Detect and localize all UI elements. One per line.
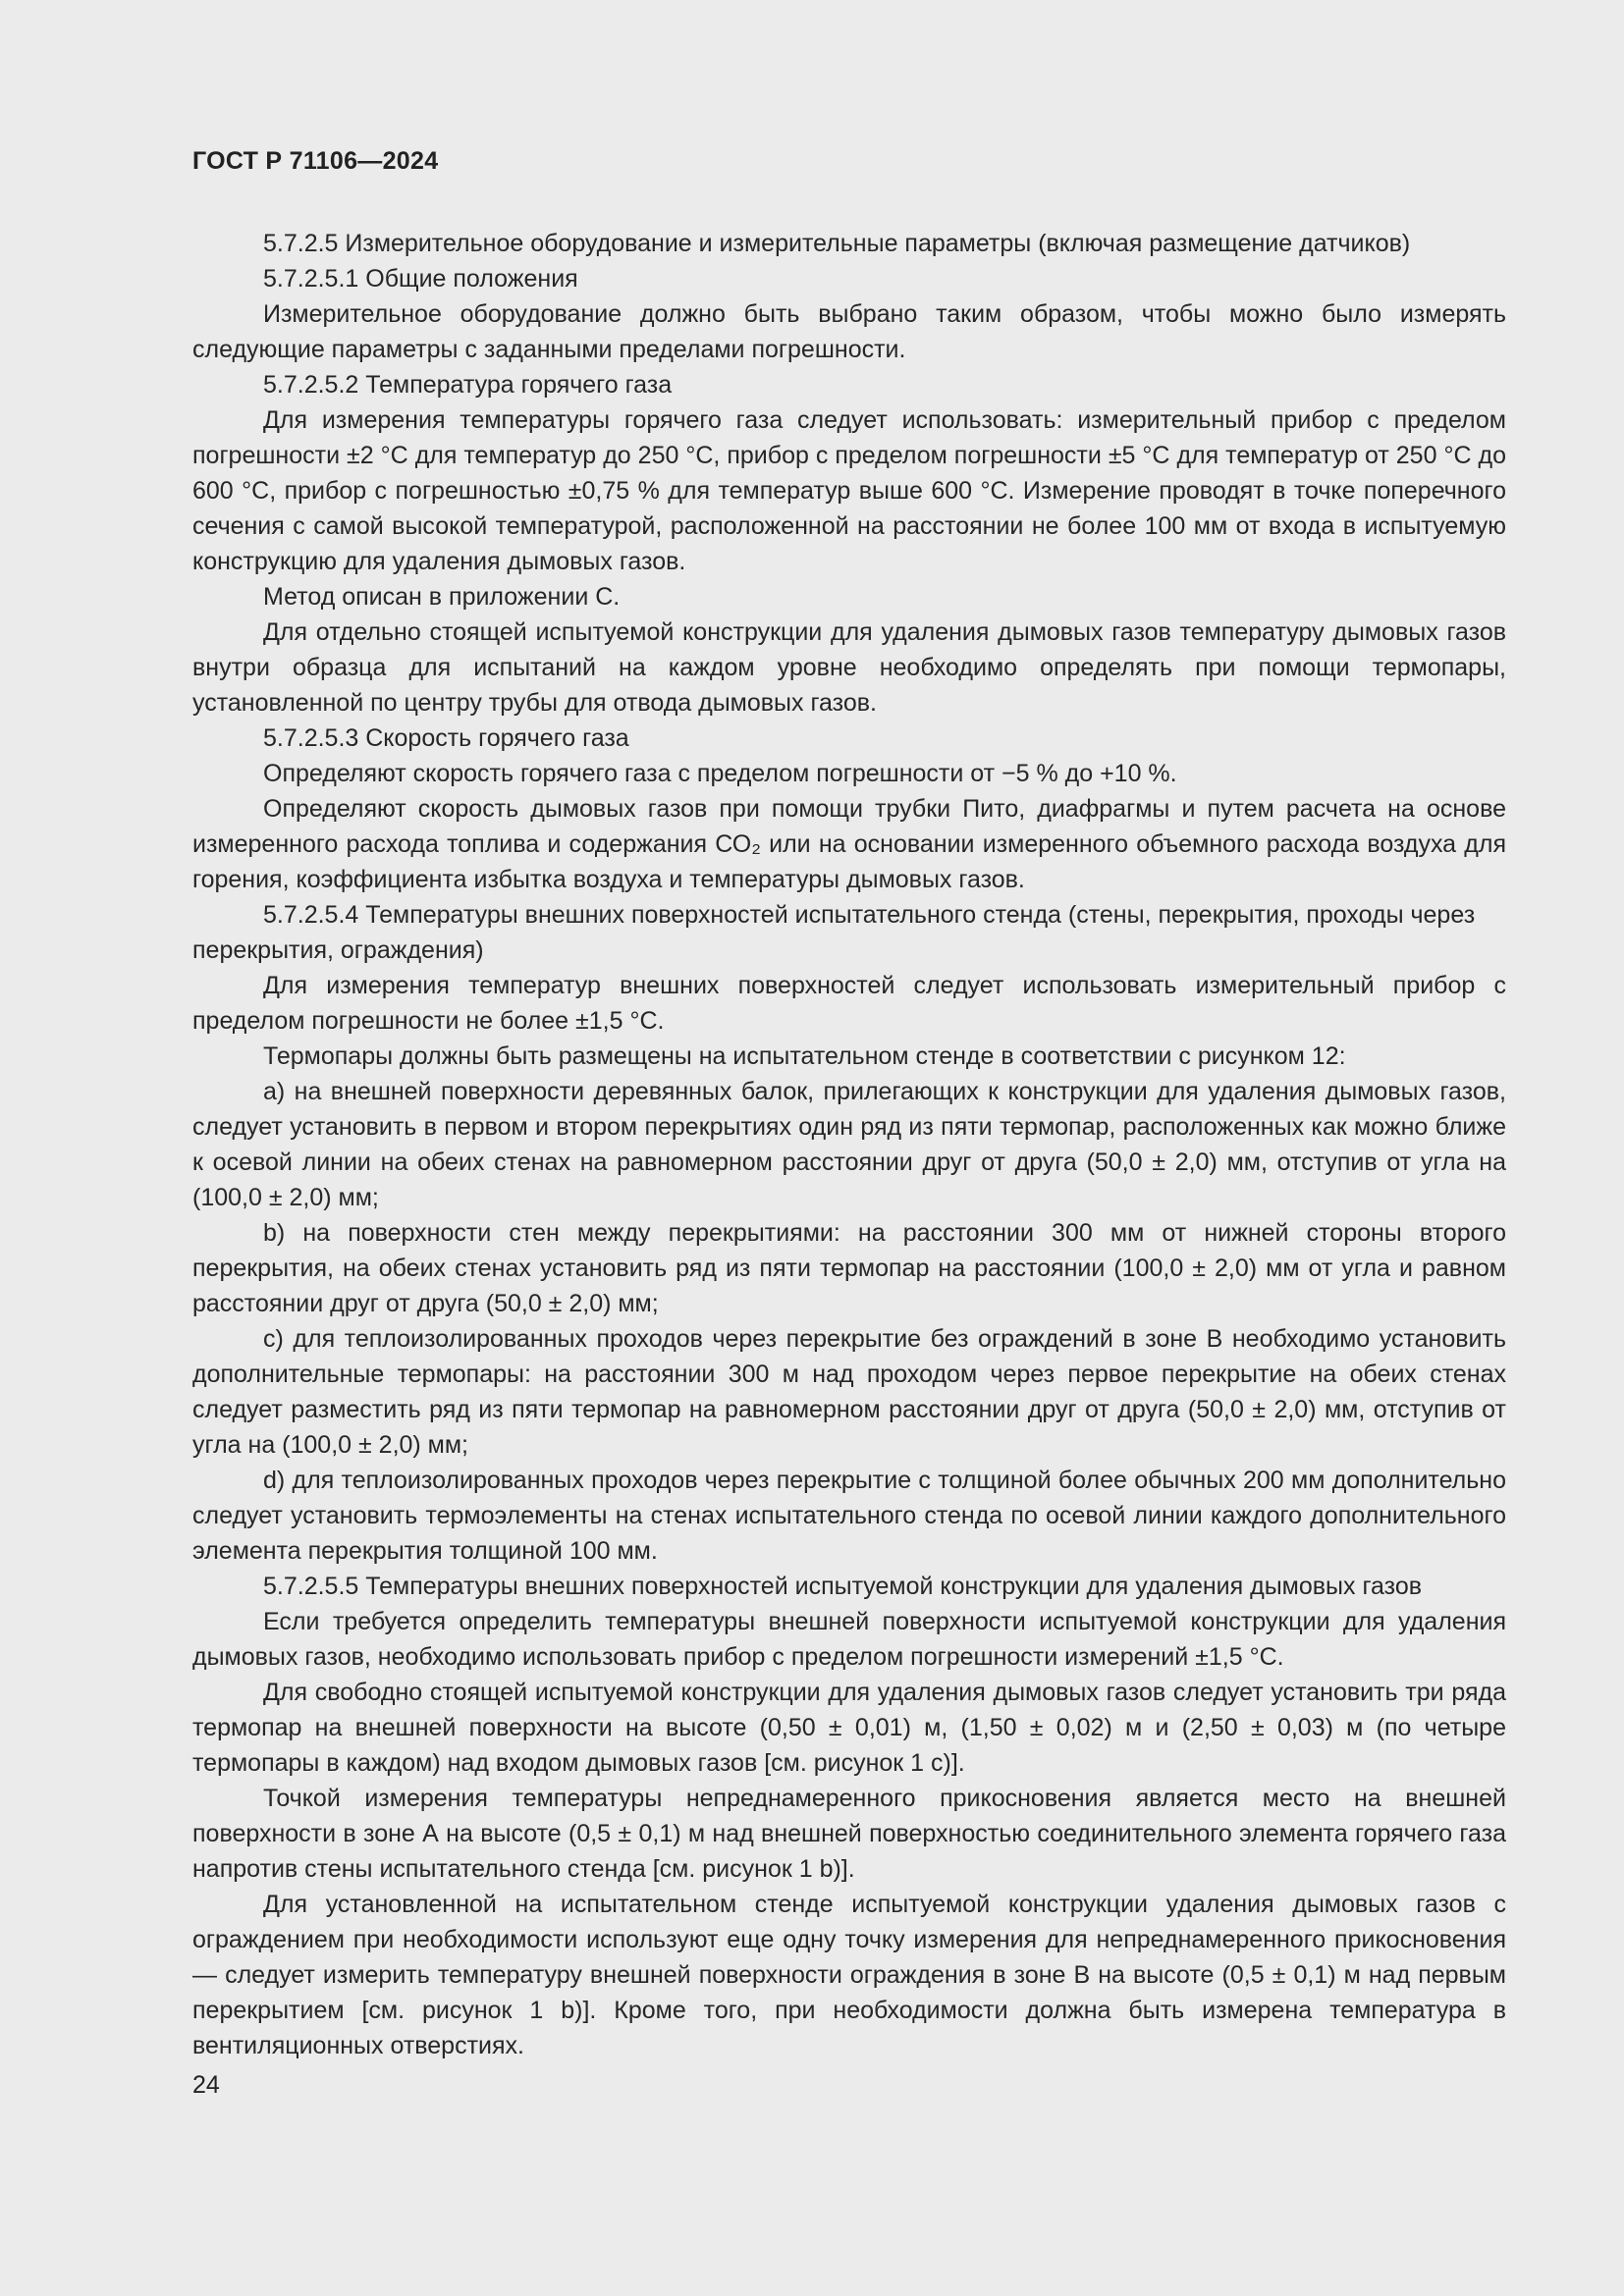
page-number: 24 <box>192 2071 220 2099</box>
body-paragraph: Измерительное оборудование должно быть выбрано таким образом, чтобы можно было измерять следующие параметры с заданными пределами погрешности. <box>192 300 1506 363</box>
body-paragraph: Если требуется определить температуры внешней поверхности испытуемой конструкции для удаления дымовых газов, необходимо использовать прибор с пределом погрешности измерений ±1,5 °С. <box>192 1608 1506 1671</box>
body-paragraph: Метод описан в приложении С. <box>263 583 621 611</box>
section-heading: 5.7.2.5.3 Скорость горячего газа <box>263 724 629 752</box>
document-standard-code: ГОСТ Р 71106—2024 <box>192 147 439 175</box>
body-paragraph: Точкой измерения температуры непреднамеренного прикосновения является место на внешней поверхности в зоне А на высоте (0,5 ± 0,1) м над внешней поверхностью соединительного элемента горячего газа напротив стены испытательного стенда [см. рисунок 1 b)]. <box>192 1785 1506 1883</box>
body-paragraph: Определяют скорость дымовых газов при помощи трубки Пито, диафрагмы и путем расчета на основе измеренного расхода топлива и содержания СО₂ или на основании измеренного объемного расхода воздуха для горения, коэффициента избытка воздуха и температуры дымовых газов. <box>192 795 1506 893</box>
section-heading: 5.7.2.5.4 Температуры внешних поверхностей испытательного стенда (стены, перекрытия, проходы через перекрытия, ограждения) <box>192 901 1476 964</box>
section-heading: 5.7.2.5.2 Температура горячего газа <box>263 371 673 399</box>
body-paragraph: Для установленной на испытательном стенде испытуемой конструкции удаления дымовых газов с ограждением при необходимости используют еще одну точку измерения для непреднамеренного прикосновения — следует измерить температуру внешней поверхности ограждения в зоне В на высоте (0,5 ± 0,1) м над первым перекрытием [см. рисунок 1 b)]. Кроме того, при необходимости должна быть измерена температура в вентиляционных отверстиях. <box>192 1891 1506 2059</box>
document-body <box>192 226 1506 2063</box>
body-paragraph: Термопары должны быть размещены на испытательном стенде в соответствии с рисунком 12: <box>263 1042 1346 1070</box>
body-paragraph: Для свободно стоящей испытуемой конструкции для удаления дымовых газов следует установить три ряда термопар на внешней поверхности на высоте (0,50 ± 0,01) м, (1,50 ± 0,02) м и (2,50 ± 0,03) м (по четыре термопары в каждом) над входом дымовых газов [см. рисунок 1 с)]. <box>192 1679 1506 1777</box>
list-item: d) для теплоизолированных проходов через перекрытие с толщиной более обычных 200 мм дополнительно следует установить термоэлементы на стенах испытательного стенда по осевой линии каждого дополнительного элемента перекрытия толщиной 100 мм. <box>192 1467 1506 1565</box>
list-item: c) для теплоизолированных проходов через перекрытие без ограждений в зоне В необходимо установить дополнительные термопары: на расстоянии 300 м над проходом через первое перекрытие на обеих стенах следует разместить ряд из пяти термопар на равномерном расстоянии друг от друга (50,0 ± 2,0) мм, отступив от угла на (100,0 ± 2,0) мм; <box>192 1325 1506 1459</box>
section-heading: 5.7.2.5 Измерительное оборудование и измерительные параметры (включая размещение датчиков) <box>263 230 1411 257</box>
list-item: a) на внешней поверхности деревянных балок, прилегающих к конструкции для удаления дымовых газов, следует установить в первом и втором перекрытиях один ряд из пяти термопар, расположенных как можно ближе к осевой линии на обеих стенах на равномерном расстоянии друг от друга (50,0 ± 2,0) мм, отступив от угла на (100,0 ± 2,0) мм; <box>192 1078 1506 1211</box>
body-paragraph: Для отдельно стоящей испытуемой конструкции для удаления дымовых газов температуру дымовых газов внутри образца для испытаний на каждом уровне необходимо определять при помощи термопары, установленной по центру трубы для отвода дымовых газов. <box>192 618 1506 717</box>
body-paragraph: Определяют скорость горячего газа с пределом погрешности от −5 % до +10 %. <box>263 760 1177 787</box>
body-paragraph: Для измерения температур внешних поверхностей следует использовать измерительный прибор с пределом погрешности не более ±1,5 °С. <box>192 972 1506 1035</box>
body-paragraph: Для измерения температуры горячего газа следует использовать: измерительный прибор с пределом погрешности ±2 °С для температур до 250 °С, прибор с пределом погрешности ±5 °С для температур от 250 °С до 600 °С, прибор с погрешностью ±0,75 % для температур выше 600 °С. Измерение проводят в точке поперечного сечения с самой высокой температурой, расположенной на расстоянии не более 100 мм от входа в испытуемую конструкцию для удаления дымовых газов. <box>192 406 1506 575</box>
section-heading: 5.7.2.5.1 Общие положения <box>263 265 578 293</box>
section-heading: 5.7.2.5.5 Температуры внешних поверхностей испытуемой конструкции для удаления дымовых газов <box>263 1573 1423 1600</box>
list-item: b) на поверхности стен между перекрытиями: на расстоянии 300 мм от нижней стороны второго перекрытия, на обеих стенах установить ряд из пяти термопар на расстоянии (100,0 ± 2,0) мм от угла и равном расстоянии друг от друга (50,0 ± 2,0) мм; <box>192 1219 1506 1317</box>
